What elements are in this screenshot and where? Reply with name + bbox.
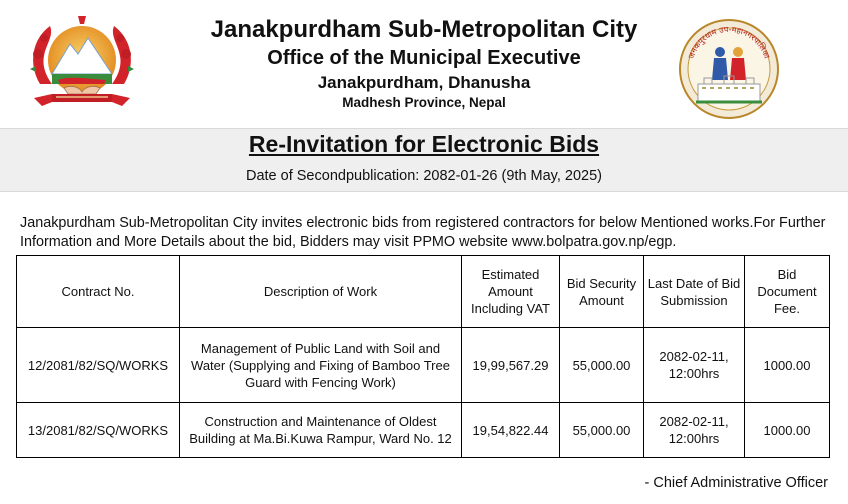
letterhead — [0, 0, 848, 128]
office-location: Janakpurdham, Dhanusha — [317, 73, 531, 92]
cell-last-date: 2082-02-11, 12:00hrs — [644, 328, 745, 403]
header-bid-security: Bid Security Amount — [560, 256, 644, 328]
cell-document-fee: 1000.00 — [745, 403, 830, 458]
header-contract-no: Contract No. — [17, 256, 180, 328]
notice-title: Re-Invitation for Electronic Bids — [248, 131, 600, 157]
table-row — [17, 328, 830, 403]
cell-estimated-amount: 19,54,822.44 — [462, 403, 560, 458]
cell-description: Construction and Maintenance of Oldest Building at Ma.Bi.Kuwa Rampur, Ward No. 12 — [180, 403, 462, 458]
intro-paragraph: Janakpurdham Sub-Metropolitan City invites electronic bids from registered contractors for below Mentioned works.For Further Information and More Details about the bid, Bidders may visit PPMO website www.bolpatra.gov.np/egp. — [20, 215, 826, 250]
header-estimated-amount: Estimated Amount Including VAT — [462, 256, 560, 328]
svg-text:जनकपुरधाम उप-महानगरपालिका: जनकपुरधाम उप-महानगरपालिका — [686, 24, 772, 60]
cell-bid-security: 55,000.00 — [560, 403, 644, 458]
cell-description: Management of Public Land with Soil and Water (Supplying and Fixing of Bamboo Tree Guard with Fencing Work) — [180, 328, 462, 403]
cell-contract-no: 12/2081/82/SQ/WORKS — [17, 328, 180, 403]
table-row — [17, 403, 830, 458]
cell-document-fee: 1000.00 — [745, 328, 830, 403]
publication-date: Date of Secondpublication: 2082-01-26 (9th May, 2025) — [245, 168, 602, 184]
header-description: Description of Work — [180, 256, 462, 328]
cell-bid-security: 55,000.00 — [560, 328, 644, 403]
signatory: - Chief Administrative Officer — [644, 475, 828, 491]
municipality-seal-icon — [678, 18, 780, 120]
municipality-name: Janakpurdham Sub-Metropolitan City — [210, 16, 638, 43]
office-name: Office of the Municipal Executive — [267, 47, 581, 69]
table-header-row — [17, 256, 830, 328]
header-document-fee: Bid Document Fee. — [745, 256, 830, 328]
cell-contract-no: 13/2081/82/SQ/WORKS — [17, 403, 180, 458]
bid-table — [16, 255, 830, 458]
header-last-date: Last Date of Bid Submission — [644, 256, 745, 328]
cell-estimated-amount: 19,99,567.29 — [462, 328, 560, 403]
province-name: Madhesh Province, Nepal — [342, 95, 506, 110]
cell-last-date: 2082-02-11, 12:00hrs — [644, 403, 745, 458]
